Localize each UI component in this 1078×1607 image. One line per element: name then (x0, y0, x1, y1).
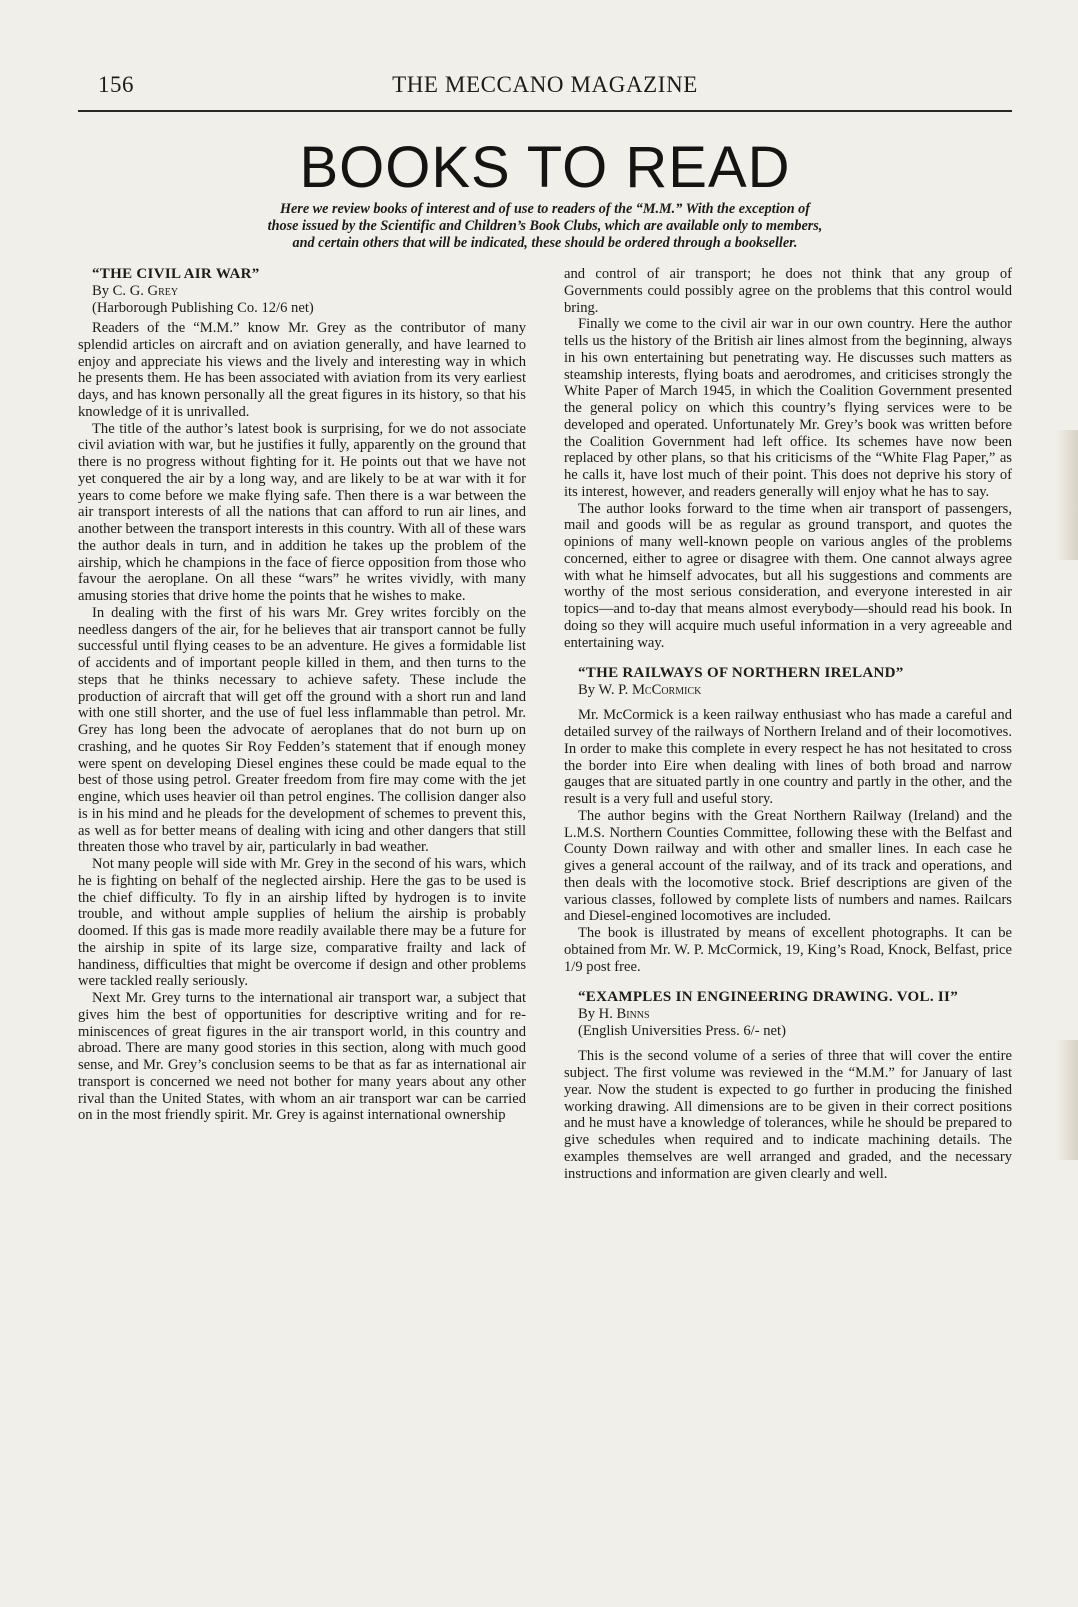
intro-line: and certain others that will be indicated, these should be ordered through a bookseller. (292, 234, 798, 251)
right-column (564, 266, 1012, 1182)
review-title: “THE RAILWAYS OF NORTHERN IRELAND” (578, 665, 904, 682)
author-prefix: By H. (578, 1006, 617, 1023)
review-paragraph: and control of air transport; he does not think that any group of Governments could possibly agree on the problems that this control would bring. (564, 266, 1012, 316)
review-author (78, 283, 526, 300)
review-paragraph: Mr. McCormick is a keen railway enthusiast who has made a careful and detailed survey of the railways of Northern Ireland and of their locomotives. In order to make this complete in every respect he has not hesitated to cross the border into Eire when dealing with lines of both broad and narrow gauges that are situated partly in one country and partly in the other, and the result is a very full and useful story. (564, 707, 1012, 807)
review-paragraph: Not many people will side with Mr. Grey in the second of his wars, which he is fighting on behalf of the neglected airship. Here the gas to be used is the chief difficulty. To fly in an airship lifted by hydrogen is to invite trouble, and without ample supplies of helium the airship is probably doomed. If this gas is made more readily available there may be a future for the airship in spite of its large size, comparative frailty and lack of handiness, difficulties that might be overcome if design and other problems were tackled really seriously. (78, 856, 526, 990)
intro-note (118, 201, 972, 251)
review-paragraph: This is the second volume of a series of three that will cover the entire subject. The first volume was reviewed in the “M.M.” for January of last year. Now the student is expected to go further in producing the finished working drawing. All dimensions are to be given in their correct positions and he must have a knowledge of tolerances, while he should be prepared to give schedules when required and to indicate machining details. The examples themselves are well arranged and graded, and the necessary instructions and information are given clearly and well. (564, 1048, 1012, 1182)
left-column (78, 266, 526, 1124)
review-paragraph: The book is illustrated by means of excellent photographs. It can be obtained from Mr. W. P. McCormick, 19, King’s Road, Knock, Belfast, price 1/9 post free. (564, 925, 1012, 975)
intro-line: those issued by the Scientific and Children’s Book Clubs, which are available only to members, (267, 217, 823, 234)
author-name: Binns (616, 1006, 650, 1023)
review-author (564, 1006, 1012, 1023)
review-paragraph: Finally we come to the civil air war in our own country. Here the author tells us the history of the British air lines almost from the beginning, always in his own entertaining but penetrating way. He discusses such matters as steamship interests, flying boats and aerodromes, and criticises strongly the White Paper of March 1945, in which the Coalition Government presented the general policy on which this country’s flying services were to be developed and operated. Unfortunately Mr. Grey’s book was written before the Coalition Government had left office. Its schemes have now been replaced by other plans, so that his criticisms of the “White Flag Paper,” as he calls it, have lost much of their point. This does not deprive his story of its interest, however, and readers generally will enjoy what he has to say. (564, 316, 1012, 500)
author-prefix: By C. G. (92, 283, 148, 299)
page-edge-shadow (1056, 430, 1078, 560)
magazine-title: THE MECCANO MAGAZINE (392, 72, 698, 97)
review-paragraph: Readers of the “M.M.” know Mr. Grey as the contributor of many splendid articles on aircraft and on aviation generally, and have learned to enjoy and appreciate his views and the lively and interesting way in which he presents them. He has been associated with aviation from its very earliest days, and has known personally all the great figures in its history, so that his knowledge of it is unrivalled. (78, 320, 526, 420)
page-edge-shadow (1056, 1040, 1078, 1160)
review-title: “THE CIVIL AIR WAR” (92, 266, 260, 282)
review-author (564, 682, 1012, 699)
page-title: BOOKS TO READ (299, 135, 791, 200)
review-publisher: (English Universities Press. 6/- net) (578, 1023, 786, 1040)
review-paragraph: The author begins with the Great Northern Railway (Ireland) and the L.M.S. Northern Counties Committee, following these with the Belfast and County Down railway and with other and smaller lines. In each case he gives a general account of the railway, and of its track and operations, and then deals with the locomotive stock. Brief descriptions are given of the various classes, followed by complete lists of numbers and names. Railcars and Diesel-engined locomotives are included. (564, 807, 1012, 925)
review-paragraph: Next Mr. Grey turns to the international air transport war, a subject that gives him the best of opportunities for descriptive writing and for reminiscences of great figures in the air transport world, in this country and abroad. There are many good stories in this section, along with much good sense, and Mr. Grey’s conclusion seems to be that as far as international air transport is concerned we need not bother for many years about any other rival than the United States, with whom an air transport war can be carried on in the most friendly spirit. Mr. Grey is against international ownership (78, 990, 526, 1124)
intro-line: Here we review books of interest and of use to readers of the “M.M.” With the exception of (279, 201, 811, 217)
review-paragraph: The author looks forward to the time when air transport of passengers, mail and goods will be as regular as ground transport, and quotes the opinions of many well-known people on various angles of the problems concerned, either to agree or disagree with them. One cannot always agree with what he himself advocates, but all his suggestions and comments are worthy of the most serious consideration, and everyone interested in air topics—and to-day that means almost everybody—should read his book. In doing so they will acquire much useful information in a very agreeable and entertaining way. (564, 500, 1012, 651)
author-name: Grey (147, 283, 179, 299)
author-prefix: By W. P. (578, 682, 632, 699)
review-paragraph: In dealing with the first of his wars Mr. Grey writes forcibly on the needless dangers of the air, for he believes that air transport cannot be fully successful until flying ceases to be an adventure. He gives a formidable list of accidents and of important people killed in them, and then turns to the steps that he thinks necessary to achieve safety. These include the production of aircraft that will get off the ground with a short run and land with one still shorter, and the use of fuel less inflammable than petrol. Mr. Grey has long been the advocate of aeroplanes that do not burn up on crashing, and he quotes Sir Roy Fedden’s statement that if enough money were spent on developing Diesel engines these could be made equal to the best of those using petrol. Greater freedom from fire may come with the jet engine, which uses heavier oil than petrol engines. The collision danger also is in his mind and he pleads for the development of schemes to prevent this, as well as for better means of dealing with icing and other dangers that still threaten those who travel by air, particularly in bad weather. (78, 604, 526, 856)
review-paragraph: The title of the author’s latest book is surprising, for we do not associate civil aviation with war, but he justifies it fully, apparently on the ground that there is no progress without fighting for it. He points out that we have not yet conquered the air by a long way, and are likely to be at war with it for years to come before we make flying safe. Then there is a war between the air transport interests of all the nations that can afford to run air lines, and another between the transport interests in this country. With all of these wars the author deals in turn, and in addition he takes up the problem of the airship, which he champions in the face of fierce opposition from those who favour the aeroplane. On all these “wars” he writes vividly, with many amusing stories that drive home the points that he wishes to make. (78, 420, 526, 604)
review-title: “EXAMPLES IN ENGINEERING DRAWING. VOL. II” (578, 989, 958, 1006)
page-number: 156 (98, 72, 134, 97)
page-header (78, 72, 1012, 112)
author-name: McCormick (631, 682, 702, 699)
review-publisher: (Harborough Publishing Co. 12/6 net) (92, 300, 314, 316)
